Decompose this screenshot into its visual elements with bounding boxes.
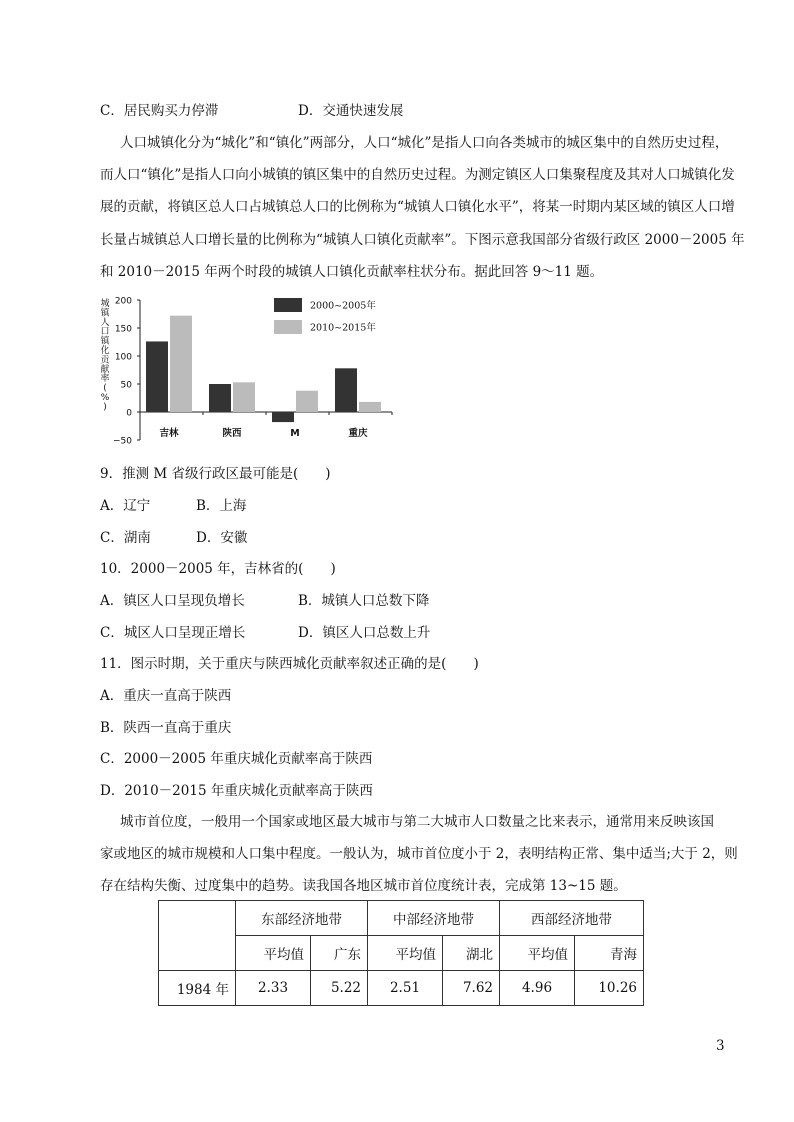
bar bbox=[335, 368, 357, 412]
y-axis-label-char: 贡 bbox=[100, 355, 110, 366]
legend-label: 2010~2015年 bbox=[310, 322, 376, 334]
intro2-line: 存在结构失衡、过度集中的趋势。读我国各地区城市首位度统计表，完成第 13~15 题。 bbox=[100, 878, 627, 894]
table-cell: 5.22 bbox=[311, 971, 368, 1006]
legend-swatch bbox=[274, 320, 302, 334]
x-tick-label: M bbox=[290, 428, 300, 439]
question-9-options-row bbox=[100, 496, 247, 516]
table-group-header: 西部经济地带 bbox=[500, 901, 644, 936]
y-axis-label-char: 率 bbox=[100, 374, 110, 385]
bar bbox=[170, 316, 192, 412]
intro-line: 而人口“镇化”是指人口向小城镇的镇区集中的自然历史过程。为测定镇区人口集聚程度及其对人口城镇化发 bbox=[100, 167, 735, 183]
city-primacy-table bbox=[158, 900, 644, 1006]
contribution-bar-chart bbox=[92, 292, 402, 452]
intro-line: 和 2010－2015 年两个时段的城镇人口镇化贡献率柱状分布。据此回答 9～11 题。 bbox=[100, 264, 604, 280]
question-11-option-a: A．重庆一直高于陕西 bbox=[100, 688, 232, 704]
bar bbox=[272, 412, 294, 422]
intro2-line: 家或地区的城市规模和人口集中程度。一般认为，城市首位度小于 2，表明结构正常、集中适当;大于 2，则 bbox=[100, 846, 738, 862]
y-tick-label: 0 bbox=[126, 408, 132, 419]
y-axis-label-char: % bbox=[100, 393, 110, 403]
page-number: 3 bbox=[716, 1038, 725, 1054]
x-tick-label: 重庆 bbox=[348, 428, 368, 439]
question-11-option-c: C．2000－2005 年重庆城化贡献率高于陕西 bbox=[100, 751, 373, 767]
y-axis-label-char: ) bbox=[103, 402, 107, 413]
y-tick-label: 200 bbox=[114, 296, 132, 307]
bar bbox=[296, 391, 318, 412]
table-cell: 2.33 bbox=[236, 971, 311, 1006]
y-axis-label-char: 镇 bbox=[100, 336, 110, 347]
x-tick-label: 吉林 bbox=[159, 428, 179, 439]
table-subheader: 湖北 bbox=[443, 936, 500, 971]
option-a: A．辽宁 bbox=[100, 498, 151, 514]
table-group-header: 东部经济地带 bbox=[236, 901, 368, 936]
table-subheader: 广东 bbox=[311, 936, 368, 971]
y-axis-label-char: 镇 bbox=[100, 308, 110, 319]
y-tick-label: −50 bbox=[113, 436, 132, 447]
table-cell: 10.26 bbox=[575, 971, 644, 1006]
table-cell: 7.62 bbox=[443, 971, 500, 1006]
option-d: D．交通快速发展 bbox=[298, 103, 404, 119]
table-row bbox=[159, 971, 644, 1006]
question-8-options bbox=[100, 101, 404, 121]
intro-line: 长量占城镇总人口增长量的比例称为“城镇人口镇化贡献率”。下图示意我国部分省级行政区 2000－2005 年 bbox=[100, 232, 745, 248]
table-subheader: 平均值 bbox=[368, 936, 443, 971]
question-10-stem: 10．2000－2005 年，吉林省的( ) bbox=[100, 561, 336, 577]
bar bbox=[359, 402, 381, 412]
table-row-label: 1984 年 bbox=[159, 971, 236, 1006]
question-9-options-row bbox=[100, 528, 248, 548]
y-tick-label: 100 bbox=[114, 352, 132, 363]
option-b: B．上海 bbox=[196, 498, 247, 514]
x-tick-label: 陕西 bbox=[222, 428, 242, 439]
legend-label: 2000~2005年 bbox=[310, 300, 376, 312]
table-corner-cell bbox=[159, 901, 236, 971]
option-d: D．安徽 bbox=[196, 530, 248, 546]
table-cell: 4.96 bbox=[500, 971, 575, 1006]
option-c: C．城区人口呈现正增长 bbox=[100, 625, 246, 641]
table-group-header: 中部经济地带 bbox=[368, 901, 500, 936]
y-tick-label: 150 bbox=[114, 324, 132, 335]
question-9-stem: 9．推测 M 省级行政区最可能是( ) bbox=[100, 466, 331, 482]
table-cell: 2.51 bbox=[368, 971, 443, 1006]
intro-line: 人口城镇化分为“城化”和“镇化”两部分，人口“城化”是指人口向各类城市的城区集中的自然历史过程， bbox=[120, 135, 729, 151]
y-axis-label-char: 化 bbox=[100, 346, 110, 356]
table-header-row bbox=[159, 901, 644, 936]
y-axis-label-char: 口 bbox=[100, 327, 110, 338]
bar bbox=[209, 384, 231, 412]
question-10-options-row bbox=[100, 623, 431, 643]
question-11-option-d: D．2010－2015 年重庆城化贡献率高于陕西 bbox=[100, 783, 373, 799]
y-tick-label: 50 bbox=[120, 380, 132, 391]
y-axis-label-char: 城 bbox=[100, 299, 110, 309]
intro2-line: 城市首位度，一般用一个国家或地区最大城市与第二大城市人口数量之比来表示，通常用来反映该国 bbox=[120, 814, 714, 830]
y-axis-label-char: 献 bbox=[100, 364, 110, 375]
option-a: A．镇区人口呈现负增长 bbox=[100, 593, 245, 609]
option-d: D．镇区人口总数上升 bbox=[298, 625, 431, 641]
question-11-stem: 11．图示时期，关于重庆与陕西城化贡献率叙述正确的是( ) bbox=[100, 656, 479, 672]
question-11-option-b: B．陕西一直高于重庆 bbox=[100, 720, 232, 736]
bar bbox=[233, 382, 255, 412]
y-axis-label-char: 人 bbox=[100, 317, 110, 328]
intro-line: 展的贡献，将镇区总人口占城镇总人口的比例称为“城镇人口镇化水平”，将某一时期内某区域的镇区人口增 bbox=[100, 199, 735, 215]
option-c: C．居民购买力停滞 bbox=[100, 103, 219, 119]
option-b: B．城镇人口总数下降 bbox=[298, 593, 430, 609]
bar bbox=[146, 341, 168, 412]
option-c: C．湖南 bbox=[100, 530, 151, 546]
table-subheader: 青海 bbox=[575, 936, 644, 971]
table-subheader: 平均值 bbox=[500, 936, 575, 971]
y-axis-label-char: ( bbox=[103, 383, 107, 394]
table-subheader: 平均值 bbox=[236, 936, 311, 971]
legend-swatch bbox=[274, 298, 302, 312]
question-10-options-row bbox=[100, 591, 430, 611]
